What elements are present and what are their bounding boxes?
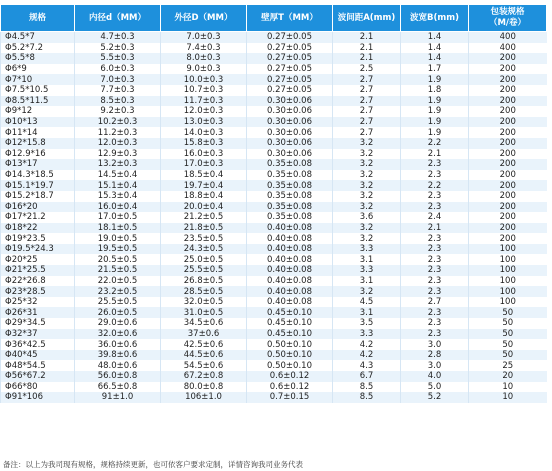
cell-size: Φ11*14 [1,127,75,138]
cell-wave-width: 2.8 [401,350,469,361]
cell-packing: 50 [469,329,547,340]
cell-wave-width: 1.9 [401,127,469,138]
cell-wall-thickness: 0.27±0.05 [247,43,333,54]
cell-wave-pitch: 3.3 [333,244,401,255]
cell-inner-diameter: 48.0±0.6 [75,360,161,371]
cell-outer-diameter: 24.3±0.5 [161,244,247,255]
header-outer-diameter: 外径D（MM） [161,5,247,32]
header-wall-thickness: 壁厚T（MM） [247,5,333,32]
cell-wave-width: 5.2 [401,392,469,403]
cell-packing: 200 [469,106,547,117]
cell-outer-diameter: 17.0±0.3 [161,159,247,170]
cell-wave-width: 1.7 [401,64,469,75]
cell-wall-thickness: 0.35±0.08 [247,180,333,191]
cell-wave-pitch: 3.3 [333,329,401,340]
cell-inner-diameter: 12.9±0.3 [75,149,161,160]
cell-wall-thickness: 0.30±0.06 [247,96,333,107]
table-row [1,233,547,244]
table-row [1,74,547,85]
cell-wave-width: 1.9 [401,106,469,117]
cell-inner-diameter: 5.5±0.3 [75,53,161,64]
cell-inner-diameter: 66.5±0.8 [75,382,161,393]
cell-wave-width: 2.3 [401,159,469,170]
cell-wave-width: 5.0 [401,382,469,393]
cell-packing: 20 [469,371,547,382]
cell-outer-diameter: 19.7±0.4 [161,180,247,191]
cell-wave-width: 2.3 [401,202,469,213]
cell-inner-diameter: 91±1.0 [75,392,161,403]
cell-wave-width: 1.9 [401,96,469,107]
cell-wall-thickness: 0.40±0.08 [247,265,333,276]
cell-packing: 200 [469,149,547,160]
cell-packing: 200 [469,233,547,244]
cell-inner-diameter: 15.3±0.4 [75,191,161,202]
cell-wave-pitch: 3.6 [333,212,401,223]
cell-packing: 100 [469,265,547,276]
cell-wave-pitch: 3.1 [333,307,401,318]
cell-wall-thickness: 0.35±0.08 [247,159,333,170]
table-row [1,212,547,223]
cell-wall-thickness: 0.45±0.10 [247,307,333,318]
cell-wall-thickness: 0.30±0.06 [247,106,333,117]
cell-wall-thickness: 0.27±0.05 [247,64,333,75]
cell-wall-thickness: 0.45±0.10 [247,329,333,340]
table-body [1,32,547,403]
cell-size: Φ16*20 [1,202,75,213]
table-row [1,371,547,382]
cell-inner-diameter: 7.0±0.3 [75,74,161,85]
cell-size: Φ12.9*16 [1,149,75,160]
cell-packing: 100 [469,244,547,255]
cell-size: Φ8.5*11.5 [1,96,75,107]
cell-wall-thickness: 0.30±0.06 [247,117,333,128]
cell-size: Φ26*31 [1,307,75,318]
cell-wave-pitch: 3.2 [333,149,401,160]
table-row [1,202,547,213]
cell-wall-thickness: 0.50±0.10 [247,360,333,371]
cell-size: Φ56*67.2 [1,371,75,382]
cell-inner-diameter: 4.7±0.3 [75,32,161,43]
cell-inner-diameter: 15.1±0.4 [75,180,161,191]
cell-wave-pitch: 6.7 [333,371,401,382]
cell-wall-thickness: 0.27±0.05 [247,53,333,64]
cell-size: Φ5.2*7.2 [1,43,75,54]
cell-inner-diameter: 10.2±0.3 [75,117,161,128]
cell-packing: 200 [469,159,547,170]
cell-packing: 200 [469,223,547,234]
cell-size: Φ15.1*19.7 [1,180,75,191]
cell-wall-thickness: 0.40±0.08 [247,254,333,265]
cell-outer-diameter: 21.8±0.5 [161,223,247,234]
cell-outer-diameter: 106±1.0 [161,392,247,403]
cell-inner-diameter: 25.5±0.5 [75,297,161,308]
cell-outer-diameter: 8.0±0.3 [161,53,247,64]
cell-size: Φ40*45 [1,350,75,361]
cell-wave-pitch: 4.2 [333,339,401,350]
cell-outer-diameter: 9.0±0.3 [161,64,247,75]
cell-wave-width: 2.3 [401,307,469,318]
cell-packing: 200 [469,191,547,202]
table-row [1,276,547,287]
cell-size: Φ32*37 [1,329,75,340]
table-row [1,360,547,371]
cell-inner-diameter: 14.5±0.4 [75,170,161,181]
cell-wave-width: 2.3 [401,170,469,181]
cell-packing: 50 [469,318,547,329]
cell-wall-thickness: 0.40±0.08 [247,297,333,308]
cell-wave-pitch: 2.1 [333,43,401,54]
cell-wave-pitch: 2.7 [333,96,401,107]
cell-wave-pitch: 2.7 [333,85,401,96]
cell-wave-pitch: 4.5 [333,297,401,308]
cell-wall-thickness: 0.40±0.08 [247,233,333,244]
cell-packing: 200 [469,170,547,181]
header-inner-diameter: 内径d（MM） [75,5,161,32]
cell-outer-diameter: 7.0±0.3 [161,32,247,43]
cell-inner-diameter: 18.1±0.5 [75,223,161,234]
cell-size: Φ18*22 [1,223,75,234]
cell-size: Φ14.3*18.5 [1,170,75,181]
cell-wave-width: 4.0 [401,371,469,382]
cell-packing: 200 [469,202,547,213]
cell-size: Φ10*13 [1,117,75,128]
cell-wave-width: 2.1 [401,223,469,234]
cell-inner-diameter: 13.2±0.3 [75,159,161,170]
cell-wave-width: 1.9 [401,117,469,128]
table-row [1,127,547,138]
cell-wave-width: 2.2 [401,138,469,149]
table-row [1,32,547,43]
cell-wall-thickness: 0.35±0.08 [247,202,333,213]
cell-wave-pitch: 8.5 [333,392,401,403]
cell-wall-thickness: 0.40±0.08 [247,286,333,297]
cell-packing: 200 [469,85,547,96]
cell-inner-diameter: 8.5±0.3 [75,96,161,107]
cell-outer-diameter: 13.0±0.3 [161,117,247,128]
cell-inner-diameter: 26.0±0.5 [75,307,161,318]
cell-inner-diameter: 19.5±0.5 [75,244,161,255]
cell-wave-width: 2.4 [401,212,469,223]
cell-outer-diameter: 25.0±0.5 [161,254,247,265]
cell-packing: 50 [469,307,547,318]
cell-inner-diameter: 21.5±0.5 [75,265,161,276]
cell-wave-width: 2.3 [401,233,469,244]
cell-size: Φ20*25 [1,254,75,265]
cell-inner-diameter: 29.0±0.6 [75,318,161,329]
cell-wave-width: 1.4 [401,43,469,54]
cell-packing: 400 [469,32,547,43]
cell-wall-thickness: 0.30±0.06 [247,127,333,138]
cell-size: Φ13*17 [1,159,75,170]
cell-outer-diameter: 34.5±0.6 [161,318,247,329]
cell-wave-width: 2.3 [401,191,469,202]
cell-wave-pitch: 2.7 [333,106,401,117]
cell-inner-diameter: 32.0±0.6 [75,329,161,340]
cell-wave-pitch: 2.7 [333,127,401,138]
cell-wave-pitch: 3.1 [333,276,401,287]
cell-wall-thickness: 0.50±0.10 [247,339,333,350]
cell-packing: 100 [469,286,547,297]
cell-packing: 50 [469,350,547,361]
cell-size: Φ91*106 [1,392,75,403]
cell-wave-pitch: 3.2 [333,159,401,170]
table-row [1,286,547,297]
cell-outer-diameter: 26.8±0.5 [161,276,247,287]
cell-wave-pitch: 8.5 [333,382,401,393]
table-row [1,244,547,255]
cell-wave-pitch: 2.1 [333,53,401,64]
cell-inner-diameter: 56.0±0.8 [75,371,161,382]
cell-wave-pitch: 3.2 [333,233,401,244]
cell-wave-pitch: 3.1 [333,254,401,265]
cell-packing: 200 [469,138,547,149]
cell-packing: 200 [469,180,547,191]
cell-outer-diameter: 20.0±0.4 [161,202,247,213]
cell-packing: 100 [469,254,547,265]
cell-inner-diameter: 11.2±0.3 [75,127,161,138]
cell-inner-diameter: 7.7±0.3 [75,85,161,96]
cell-wave-width: 3.0 [401,360,469,371]
table-row [1,265,547,276]
cell-wall-thickness: 0.27±0.05 [247,85,333,96]
cell-inner-diameter: 17.0±0.5 [75,212,161,223]
cell-packing: 50 [469,339,547,350]
cell-outer-diameter: 16.0±0.3 [161,149,247,160]
cell-wall-thickness: 0.50±0.10 [247,350,333,361]
spec-table [0,4,547,403]
cell-wall-thickness: 0.30±0.06 [247,149,333,160]
cell-wave-width: 1.4 [401,32,469,43]
cell-outer-diameter: 80.0±0.8 [161,382,247,393]
cell-size: Φ15.2*18.7 [1,191,75,202]
cell-wall-thickness: 0.35±0.08 [247,212,333,223]
cell-wave-width: 2.1 [401,149,469,160]
table-row [1,223,547,234]
cell-wave-width: 3.0 [401,339,469,350]
cell-wave-width: 1.9 [401,74,469,85]
cell-outer-diameter: 37±0.6 [161,329,247,340]
cell-wave-width: 1.8 [401,85,469,96]
cell-wave-width: 2.3 [401,329,469,340]
cell-outer-diameter: 14.0±0.3 [161,127,247,138]
cell-wall-thickness: 0.27±0.05 [247,74,333,85]
cell-size: Φ66*80 [1,382,75,393]
cell-wave-pitch: 2.1 [333,32,401,43]
cell-size: Φ25*32 [1,297,75,308]
cell-wave-pitch: 3.2 [333,286,401,297]
cell-outer-diameter: 18.5±0.4 [161,170,247,181]
cell-outer-diameter: 11.7±0.3 [161,96,247,107]
cell-size: Φ7*10 [1,74,75,85]
table-row [1,392,547,403]
cell-outer-diameter: 67.2±0.8 [161,371,247,382]
cell-wall-thickness: 0.7±0.15 [247,392,333,403]
cell-inner-diameter: 6.0±0.3 [75,64,161,75]
table-row [1,297,547,308]
cell-wall-thickness: 0.6±0.12 [247,371,333,382]
table-row [1,138,547,149]
cell-inner-diameter: 39.8±0.6 [75,350,161,361]
cell-outer-diameter: 28.5±0.5 [161,286,247,297]
cell-size: Φ29*34.5 [1,318,75,329]
cell-inner-diameter: 20.5±0.5 [75,254,161,265]
cell-wave-pitch: 3.2 [333,138,401,149]
cell-outer-diameter: 10.7±0.3 [161,85,247,96]
table-row [1,159,547,170]
cell-wall-thickness: 0.40±0.08 [247,276,333,287]
table-row [1,329,547,340]
cell-inner-diameter: 16.0±0.4 [75,202,161,213]
cell-size: Φ36*42.5 [1,339,75,350]
cell-packing: 25 [469,360,547,371]
cell-size: Φ48*54.5 [1,360,75,371]
cell-inner-diameter: 5.2±0.3 [75,43,161,54]
cell-outer-diameter: 32.0±0.5 [161,297,247,308]
table-row [1,106,547,117]
cell-packing: 10 [469,382,547,393]
cell-packing: 100 [469,276,547,287]
table-row [1,339,547,350]
cell-wall-thickness: 0.27±0.05 [247,32,333,43]
cell-packing: 200 [469,127,547,138]
cell-wave-pitch: 3.3 [333,265,401,276]
cell-wall-thickness: 0.6±0.12 [247,382,333,393]
cell-wall-thickness: 0.40±0.08 [247,223,333,234]
cell-wall-thickness: 0.35±0.08 [247,191,333,202]
cell-wave-pitch: 2.7 [333,117,401,128]
cell-wave-width: 1.4 [401,53,469,64]
cell-packing: 200 [469,96,547,107]
cell-packing: 200 [469,64,547,75]
table-row [1,191,547,202]
cell-packing: 200 [469,53,547,64]
table-row [1,64,547,75]
cell-size: Φ12*15.8 [1,138,75,149]
footnote: 备注：以上为我司现有规格，规格持续更新，也可依客户要求定制，详情咨询我司业务代表 [3,460,303,469]
cell-outer-diameter: 7.4±0.3 [161,43,247,54]
cell-wave-pitch: 3.5 [333,318,401,329]
cell-packing: 200 [469,74,547,85]
cell-inner-diameter: 23.2±0.5 [75,286,161,297]
cell-size: Φ6*9 [1,64,75,75]
cell-outer-diameter: 12.0±0.3 [161,106,247,117]
cell-size: Φ5.5*8 [1,53,75,64]
table-row [1,96,547,107]
header-wave-pitch: 波间距A(mm) [333,5,401,32]
cell-packing: 100 [469,297,547,308]
cell-inner-diameter: 9.2±0.3 [75,106,161,117]
cell-outer-diameter: 31.0±0.5 [161,307,247,318]
table-row [1,318,547,329]
cell-size: Φ22*26.8 [1,276,75,287]
table-row [1,382,547,393]
cell-inner-diameter: 22.0±0.5 [75,276,161,287]
cell-wave-width: 2.3 [401,318,469,329]
table-row [1,307,547,318]
cell-size: Φ21*25.5 [1,265,75,276]
header-row [1,5,547,32]
cell-wall-thickness: 0.35±0.08 [247,170,333,181]
cell-outer-diameter: 23.5±0.5 [161,233,247,244]
cell-wave-pitch: 2.7 [333,74,401,85]
cell-wave-width: 2.3 [401,286,469,297]
cell-packing: 200 [469,117,547,128]
cell-size: Φ4.5*7 [1,32,75,43]
cell-wave-pitch: 3.2 [333,191,401,202]
table-row [1,350,547,361]
cell-wall-thickness: 0.30±0.06 [247,138,333,149]
cell-wall-thickness: 0.45±0.10 [247,318,333,329]
cell-wave-width: 2.2 [401,180,469,191]
cell-packing: 10 [469,392,547,403]
cell-wave-width: 2.3 [401,265,469,276]
cell-outer-diameter: 25.5±0.5 [161,265,247,276]
table-row [1,180,547,191]
cell-inner-diameter: 36.0±0.6 [75,339,161,350]
cell-outer-diameter: 18.8±0.4 [161,191,247,202]
header-size: 规格 [1,5,75,32]
table-header [1,5,547,32]
cell-inner-diameter: 19.0±0.5 [75,233,161,244]
cell-size: Φ19*23.5 [1,233,75,244]
cell-size: Φ17*21.2 [1,212,75,223]
cell-size: Φ9*12 [1,106,75,117]
cell-wave-pitch: 3.2 [333,170,401,181]
cell-wave-pitch: 3.2 [333,223,401,234]
table-row [1,53,547,64]
cell-size: Φ23*28.5 [1,286,75,297]
cell-wave-pitch: 4.3 [333,360,401,371]
cell-inner-diameter: 12.0±0.3 [75,138,161,149]
cell-outer-diameter: 10.0±0.3 [161,74,247,85]
cell-outer-diameter: 15.8±0.3 [161,138,247,149]
header-wave-width: 波宽B(mm) [401,5,469,32]
table-row [1,170,547,181]
cell-packing: 200 [469,212,547,223]
cell-wave-width: 2.3 [401,254,469,265]
cell-packing: 400 [469,43,547,54]
cell-wave-pitch: 3.2 [333,202,401,213]
table-row [1,254,547,265]
cell-wave-width: 2.3 [401,244,469,255]
cell-wave-width: 2.3 [401,276,469,287]
table-row [1,117,547,128]
cell-wall-thickness: 0.40±0.08 [247,244,333,255]
cell-wave-pitch: 2.5 [333,64,401,75]
cell-size: Φ19.5*24.3 [1,244,75,255]
table-row [1,85,547,96]
cell-outer-diameter: 54.5±0.6 [161,360,247,371]
header-packing: 包装规格 （M/卷） [469,5,547,32]
cell-outer-diameter: 21.2±0.5 [161,212,247,223]
cell-outer-diameter: 42.5±0.6 [161,339,247,350]
table-row [1,149,547,160]
cell-wave-width: 2.7 [401,297,469,308]
cell-wave-pitch: 3.2 [333,180,401,191]
cell-size: Φ7.5*10.5 [1,85,75,96]
cell-outer-diameter: 44.5±0.6 [161,350,247,361]
cell-wave-pitch: 4.2 [333,350,401,361]
table-row [1,43,547,54]
